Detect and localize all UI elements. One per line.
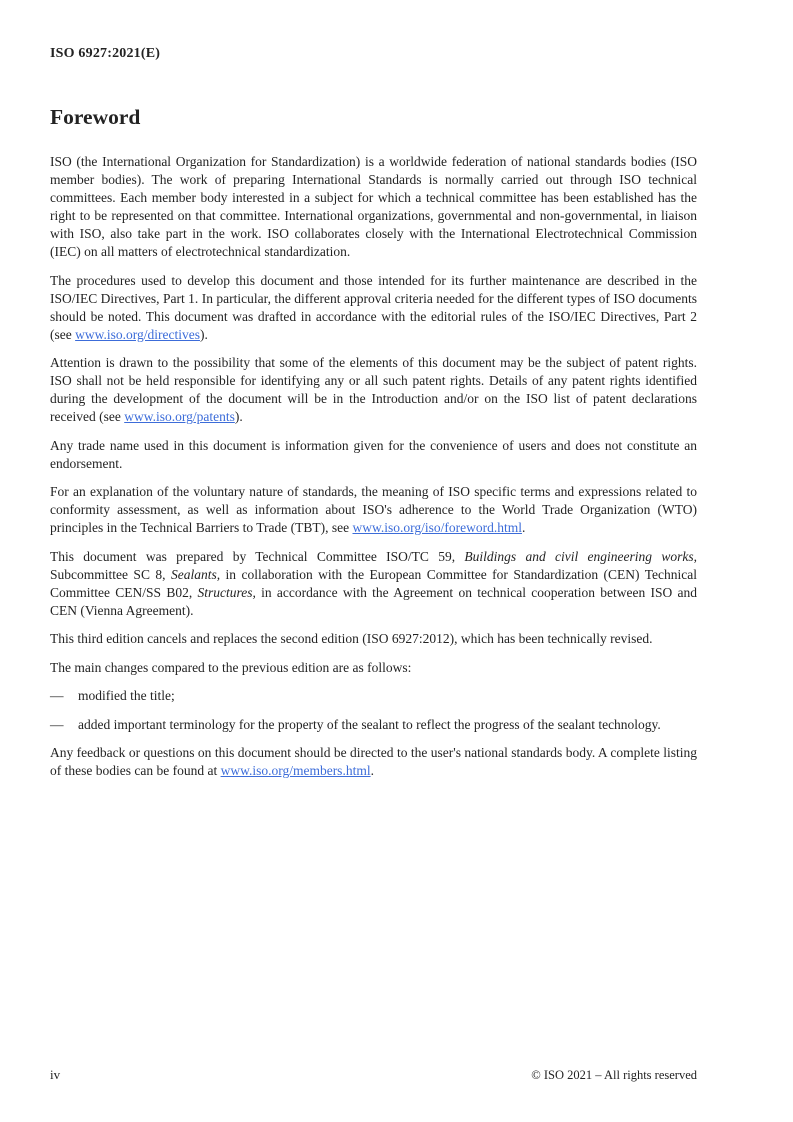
text-run: ISO (the International Organization for Standardization) is a worldwide federation of national standards bodies (ISO member bodies). The work of preparing International Standards is normally carried out through ISO technical committees. Each member body interested in a subject for which a technical committee has been established has the right to be represented on that committee. International organizations, governmental and non-governmental, in liaison with ISO, also take part in the work. ISO collaborates closely with the International Electrotechnical Commission (IEC) on all matters of electrotechnical standardization.: [50, 154, 697, 259]
paragraph: [50, 437, 697, 473]
page-footer: [50, 1066, 697, 1084]
text-run: , Subcommittee SC 8,: [50, 548, 697, 582]
page-number: iv: [50, 1067, 61, 1082]
paragraph: [50, 272, 697, 344]
text-run: Structures,: [197, 584, 256, 600]
dash-list-item: [50, 687, 697, 705]
text-run: Any feedback or questions on this document should be directed to the user's national standards body. A complete listing of these bodies can be found at: [50, 745, 697, 778]
list-item-text: [78, 687, 697, 705]
text-run: The procedures used to develop this document and those intended for its further maintenance are described in the ISO/IEC Directives, Part 1. In particular, the different approval criteria needed for the different types of ISO documents should be noted. This document was drafted in accordance with the editorial rules of the ISO/IEC Directives, Part 2 (see: [50, 272, 697, 342]
text-run: This third edition cancels and replaces the second edition (ISO 6927:2012), which has been technically revised.: [50, 631, 653, 646]
text-run: added important terminology for the property of the sealant to reflect the progress of the sealant technology.: [78, 716, 661, 732]
dash-marker: —: [50, 716, 64, 732]
text-run: This document was prepared by Technical Committee ISO/TC 59,: [50, 548, 465, 564]
text-run: For an explanation of the voluntary nature of standards, the meaning of ISO specific terms and expressions related to conformity assessment, as well as information about ISO's adherence to the World Trade Organization (WTO) principles in the Technical Barriers to Trade (TBT), see: [50, 484, 697, 535]
text-run: in accordance with the Agreement on technical cooperation between ISO and CEN (Vienna Agreement).: [50, 584, 697, 618]
hyperlink[interactable]: www.iso.org/members.html: [220, 763, 371, 778]
dash-marker: —: [50, 688, 64, 703]
page-title: Foreword: [50, 105, 141, 129]
document-body: [50, 153, 697, 791]
hyperlink[interactable]: www.iso.org/iso/foreword.html: [352, 520, 522, 535]
hyperlink[interactable]: www.iso.org/directives: [75, 326, 200, 342]
paragraph: [50, 153, 697, 261]
paragraph: [50, 630, 697, 648]
paragraph: [50, 659, 697, 677]
paragraph: [50, 744, 697, 780]
paragraph: [50, 548, 697, 620]
paragraph: [50, 354, 697, 426]
text-run: .: [521, 520, 526, 535]
text-run: Buildings and civil engineering works: [464, 548, 694, 564]
hyperlink[interactable]: www.iso.org/patents: [124, 409, 235, 424]
paragraph: [50, 483, 697, 537]
text-run: Sealants,: [170, 566, 221, 582]
text-run: ).: [234, 409, 243, 424]
text-run: The main changes compared to the previous edition are as follows:: [50, 659, 412, 675]
copyright-notice: © ISO 2021 – All rights reserved: [531, 1068, 697, 1082]
text-run: .: [370, 763, 374, 778]
text-run: ).: [199, 326, 208, 342]
text-run: modified the title;: [78, 688, 175, 703]
list-item-text: [78, 716, 697, 734]
text-run: Attention is drawn to the possibility that some of the elements of this document may be the subject of patent rights. ISO shall not be held responsible for identifying any or all such patent rights. Details of any patent rights identified during the development of the document will be in the Introduction and/or on the ISO list of patent declarations received (see: [50, 355, 697, 424]
text-run: in collaboration with the European Committee for Standardization (CEN) Technical Committee CEN/SS B02,: [50, 566, 697, 600]
dash-list-item: [50, 716, 697, 734]
running-header: ISO 6927:2021(E): [50, 46, 161, 61]
text-run: Any trade name used in this document is information given for the convenience of users and does not constitute an endorsement.: [50, 437, 697, 471]
